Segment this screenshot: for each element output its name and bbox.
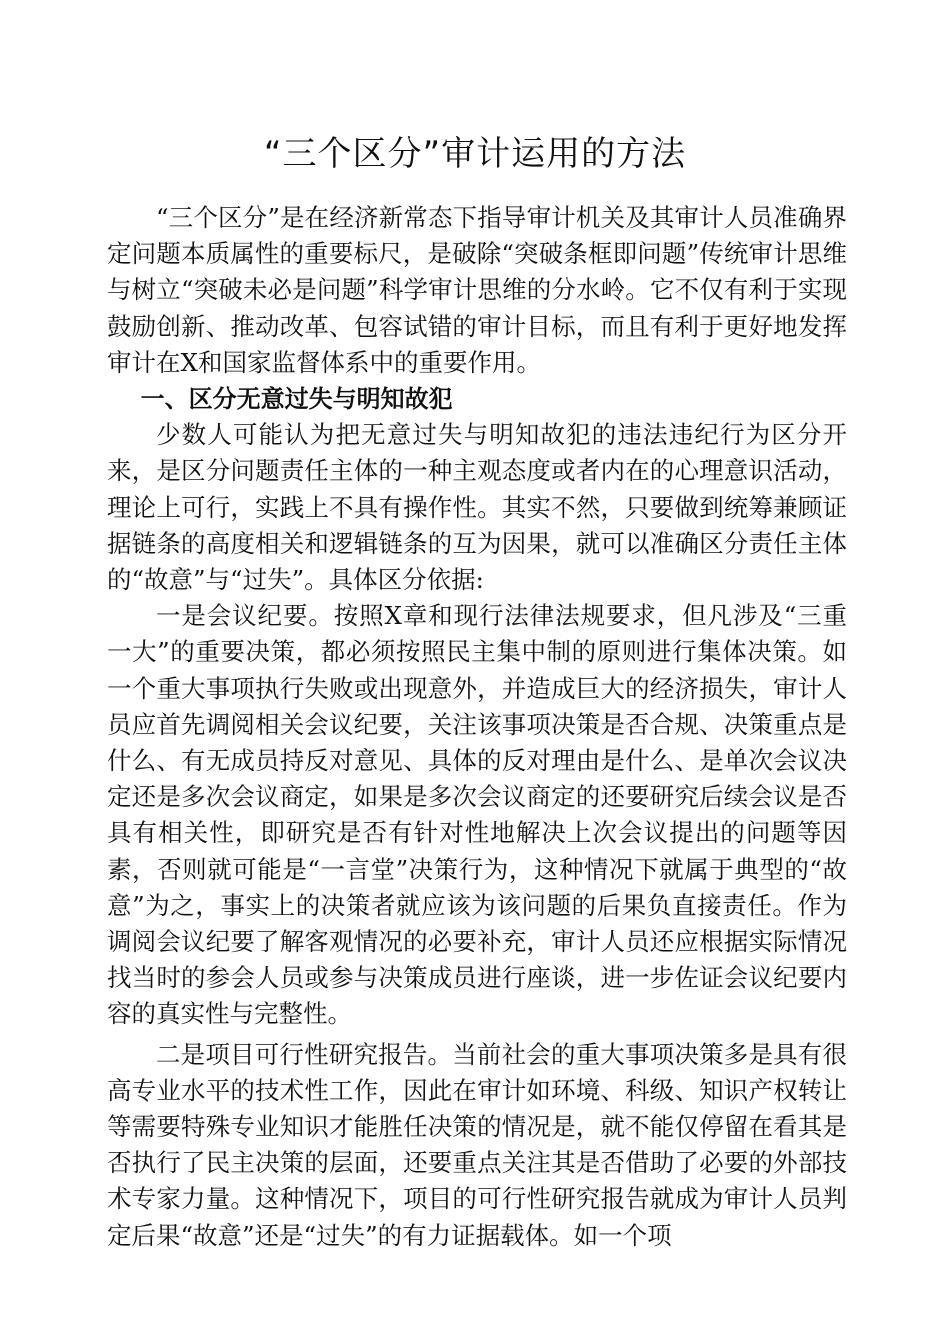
document-body bbox=[107, 200, 847, 1254]
section-heading-1: 一、区分无意过失与明知故犯 bbox=[140, 385, 453, 414]
section-1-paragraph: 少数人可能认为把无意过失与明知故犯的违法违纪行为区分开来，是区分问题责任主体的一种主观态度或者内在的心理意识活动，理论上可行，实践上不具有操作性。其实不然，只要做到统筹兼顾证据链条的高度相关和逻辑链条的互为因果，就可以准确区分责任主体的“故意”与“过失”。具体区分依据: bbox=[107, 420, 847, 595]
basis-2-paragraph: 二是项目可行性研究报告。当前社会的重大事项决策多是具有很高专业水平的技术性工作，因此在审计如环境、科级、知识产权转让等需要特殊专业知识才能胜任决策的情况是，就不能仅停留在看其是否执行了民主决策的层面，还要重点关注其是否借助了必要的外部技术专家力量。这种情况下，项目的可行性研究报告就成为审计人员判定后果“故意”还是“过失”的有力证据载体。如一个项 bbox=[107, 1039, 847, 1250]
intro-paragraph: “三个区分”是在经济新常态下指导审计机关及其审计人员准确界定问题本质属性的重要标尺，是破除“突破条框即问题”传统审计思维与树立“突破未必是问题”科学审计思维的分水岭。它不仅有利于实现鼓励创新、推动改革、包容试错的审计目标，而且有利于更好地发挥审计在X和国家监督体系中的重要作用。 bbox=[107, 203, 847, 377]
document-title: “三个区分”审计运用的方法 bbox=[263, 134, 687, 174]
basis-1-paragraph: 一是会议纪要。按照X章和现行法律法规要求，但凡涉及“三重一大”的重要决策，都必须按照民主集中制的原则进行集体决策。如一个重大事项执行失败或出现意外，并造成巨大的经济损失，审计人员应首先调阅相关会议纪要，关注该事项决策是否合规、决策重点是什么、有无成员持反对意见、具体的反对理由是什么、是单次会议决定还是多次会议商定，如果是多次会议商定的还要研究后续会议是否具有相关性，即研究是否有针对性地解决上次会议提出的问题等因素，否则就可能是“一言堂”决策行为，这种情况下就属于典型的“故意”为之，事实上的决策者就应该为该问题的后果负直接责任。作为调阅会议纪要了解客观情况的必要补充，审计人员还应根据实际情况找当时的参会人员或参与决策成员进行座谈，进一步佐证会议纪要内容的真实性与完整性。 bbox=[107, 601, 847, 1029]
